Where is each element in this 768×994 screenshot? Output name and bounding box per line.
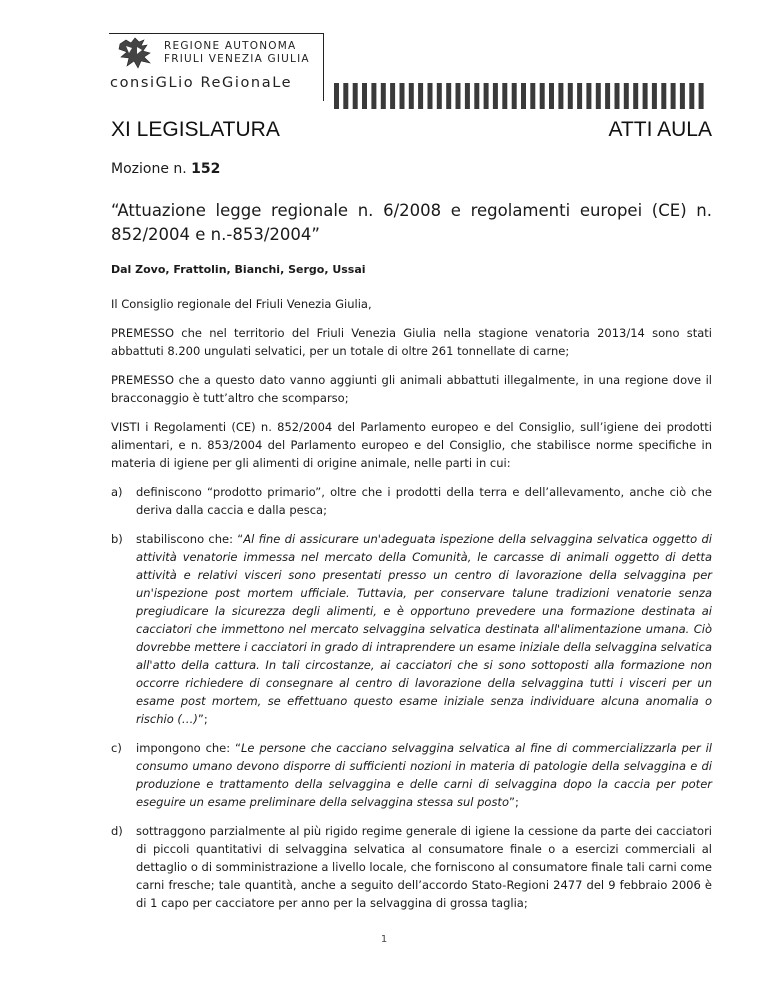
decorative-bar — [456, 83, 461, 109]
paragraph-premise-1: PREMESSO che nel territorio del Friuli Venezia Giulia nella stagione venatoria 2013/14 sono stati abbattuti 8.200 ungulati selvatici, per un totale di oltre 261 tonnellate di carne; — [111, 326, 712, 358]
list-item-closing: ”; — [508, 795, 519, 809]
decorative-bar — [465, 83, 470, 109]
decorative-bar — [605, 83, 610, 109]
acts-heading: ATTI AULA — [608, 118, 712, 141]
legislature-heading: XI LEGISLATURA — [111, 118, 280, 141]
list-item-closing: ”; — [197, 712, 208, 726]
council-name: consiGLio ReGionaLe — [110, 75, 293, 91]
decorative-bar — [689, 83, 694, 109]
decorative-bar — [540, 83, 545, 109]
list-marker: a) — [111, 485, 123, 499]
page-number: 1 — [380, 934, 388, 945]
decorative-bar — [577, 83, 582, 109]
list-marker: b) — [111, 532, 123, 546]
decorative-bar — [446, 83, 451, 109]
decorative-bar — [521, 83, 526, 109]
list-item-text: stabiliscono che: “ — [136, 532, 244, 546]
eagle-emblem-icon — [117, 36, 157, 70]
paragraph-intro: Il Consiglio regionale del Friuli Venezia Giulia, — [111, 297, 372, 311]
decorative-bar — [353, 83, 358, 109]
list-marker: d) — [111, 824, 123, 838]
decorative-bar — [652, 83, 657, 109]
decorative-bar — [343, 83, 348, 109]
decorative-bar — [596, 83, 601, 109]
list-item-quote: Al fine di assicurare un'adeguata ispezione della selvaggina selvatica oggetto di attività venatorie immessa nel mercato della Comunità, le carcasse di animali oggetto di detta attività e relativi visceri sono presentati presso un centro di lavorazione della selvaggina per un'ispezione post mortem ufficiale. Tuttavia, per conservare talune tradizioni venatorie senza pregiudicare la sicurezza degli alimenti, e è opportuno prevedere una formazione destinata ai cacciatori che immettono nel mercato selvaggina selvatica destinata all'alimentazione umana. Ciò dovrebbe mettere i cacciatori in grado di intraprendere un esame iniziale della selvaggina selvatica all'atto della cattura. In tali circostanze, ai cacciatori che si sono sottoposti alla formazione non occorre richiedere di consegnare al centro di lavorazione della selvaggina tutti i visceri per un esame post mortem, se effettuano questo esame iniziale senza individuare alcuna anomalia o rischio (…) — [136, 532, 712, 726]
decorative-bar — [633, 83, 638, 109]
motion-number — [111, 161, 220, 177]
decorative-bar — [493, 83, 498, 109]
decorative-bar-strip — [334, 83, 708, 109]
decorative-bar — [484, 83, 489, 109]
decorative-bar — [586, 83, 591, 109]
decorative-bar — [400, 83, 405, 109]
list-item — [111, 822, 712, 912]
decorative-bar — [428, 83, 433, 109]
decorative-bar — [643, 83, 648, 109]
list-item-text: definiscono “prodotto primario”, oltre che i prodotti della terra e dell’allevamento, anche ciò che deriva dalla caccia e dalla pesca; — [136, 485, 712, 517]
decorative-bar — [530, 83, 535, 109]
list-item-text: impongono che: “ — [136, 741, 241, 755]
list-item-quote: Le persone che cacciano selvaggina selvatica al fine di commercializzarla per il consumo umano devono disporre di sufficienti nozioni in materia di patologie della selvaggina e di produzione e trattamento della selvaggina e delle carni di selvaggina dopo la caccia per poter eseguire un esame preliminare della selvaggina stessa sul posto — [136, 741, 712, 809]
list-item — [111, 483, 712, 519]
decorative-bar — [671, 83, 676, 109]
decorative-bar — [568, 83, 573, 109]
list-item-text: sottraggono parzialmente al più rigido regime generale di igiene la cessione da parte dei cacciatori di piccoli quantitativi di selvaggina selvatica al consumatore finale o a esercizi commerciali al dettaglio o di somministrazione a livello locale, che forniscono al consumatore finale tali carni come carni fresche; tale quantità, anche a seguito dell’accordo Stato-Regioni 2477 del 9 febbraio 2006 è di 1 capo per cacciatore per anno per la selvaggina di grossa taglia; — [136, 824, 712, 910]
decorative-bar — [699, 83, 704, 109]
document-body — [111, 295, 712, 923]
paragraph-premise-2: PREMESSO che a questo dato vanno aggiunti gli animali abbattuti illegalmente, in una regione dove il bracconaggio è tutt’altro che scomparso; — [111, 373, 712, 405]
decorative-bar — [661, 83, 666, 109]
decorative-bar — [680, 83, 685, 109]
motion-title: “Attuazione legge regionale n. 6/2008 e regolamenti europei (CE) n. 852/2004 e n.-853/2004” — [111, 201, 712, 244]
paragraph-regulations: VISTI i Regolamenti (CE) n. 852/2004 del Parlamento europeo e del Consiglio, sull’igiene dei prodotti alimentari, e n. 853/2004 del Parlamento europeo e del Consiglio, che stabilisce norme specifiche in materia di igiene per gli alimenti di origine animale, nelle parti in cui: — [111, 420, 712, 470]
decorative-bar — [558, 83, 563, 109]
decorative-bar — [362, 83, 367, 109]
list-marker: c) — [111, 741, 122, 755]
decorative-bar — [390, 83, 395, 109]
motion-number-value: 152 — [191, 161, 221, 177]
decorative-bar — [418, 83, 423, 109]
decorative-bar — [409, 83, 414, 109]
decorative-bar — [437, 83, 442, 109]
logo-line-friuli: FRIULI VENEZIA GIULIA — [164, 53, 310, 65]
decorative-bar — [549, 83, 554, 109]
decorative-bar — [334, 83, 339, 109]
decorative-bar — [371, 83, 376, 109]
decorative-bar — [502, 83, 507, 109]
authors-line: Dal Zovo, Frattolin, Bianchi, Sergo, Ussai — [111, 263, 366, 276]
decorative-bar — [615, 83, 620, 109]
decorative-bar — [474, 83, 479, 109]
provisions-list — [111, 483, 712, 912]
motion-label: Mozione n. — [111, 161, 187, 177]
decorative-bar — [624, 83, 629, 109]
decorative-bar — [512, 83, 517, 109]
decorative-bar — [381, 83, 386, 109]
list-item — [111, 530, 712, 728]
list-item — [111, 739, 712, 811]
logo-line-region: REGIONE AUTONOMA — [164, 40, 297, 52]
